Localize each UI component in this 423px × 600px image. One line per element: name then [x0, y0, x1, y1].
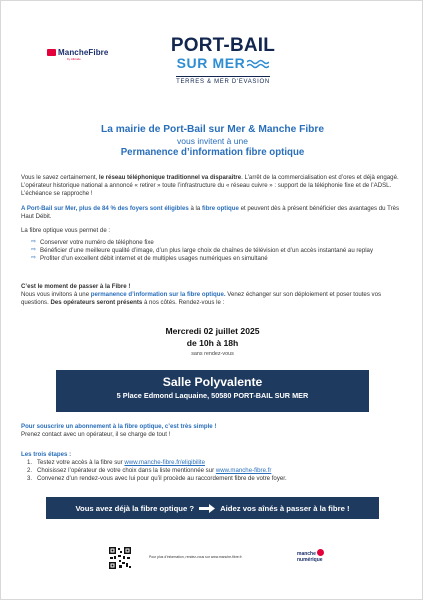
venue-address: 5 Place Edmond Laquaine, 50580 PORT-BAIL SUR MER — [116, 391, 309, 400]
manche-fibre-wordmark — [47, 48, 107, 57]
banner-right-text: Aidez vos aînés à passer à la fibre ! — [220, 503, 350, 513]
bottom-banner — [46, 497, 379, 519]
manche-numerique-line1 — [297, 549, 337, 557]
arrow-right-icon — [199, 504, 215, 513]
benefit-text: Conserver votre numéro de téléphone fixe — [40, 239, 154, 246]
event-note: sans rendez-vous — [191, 351, 234, 357]
step-text: Convenez d’un rendez-vous avec lui pour qu’il procède au raccordement fibre de votre foyer. — [37, 474, 287, 482]
invite-heading — [21, 283, 404, 291]
manche-fibre-link[interactable]: www.manche-fibre.fr — [215, 466, 272, 474]
eligibility-link[interactable]: www.manche-fibre.fr/eligibilite — [124, 459, 205, 466]
manche-numerique-logo — [297, 549, 337, 575]
event-block — [21, 325, 404, 358]
intro-paragraph-3: La fibre optique vous permet de : — [21, 227, 111, 234]
subscribe-line-1 — [21, 423, 404, 431]
port-bail-logo — [158, 36, 288, 88]
qr-code-icon — [108, 546, 132, 570]
list-item — [31, 239, 401, 247]
invite-paragraph — [21, 291, 404, 307]
list-item — [27, 467, 407, 475]
venue-name: Salle Polyvalente — [162, 375, 263, 389]
title-line3: Permanence d’information fibre optique — [120, 147, 305, 158]
invite-p2-e: à nos côtés. Rendez-vous le : — [142, 298, 225, 306]
steps-title-text: Les trois étapes : — [21, 451, 72, 458]
invite-p2-b: permanence d’information sur la fibre optique. — [90, 291, 226, 298]
title-line2: vous invitent à une — [177, 136, 248, 146]
list-item — [31, 247, 401, 255]
intro-p2-a: A Port-Bail sur Mer, plus de 84 % des foyers sont éligibles — [21, 205, 189, 212]
title-block — [21, 123, 404, 159]
subscribe-p1: Pour souscrire un abonnement à la fibre optique, c’est très simple ! — [21, 423, 217, 430]
manche-fibre-mark-icon — [47, 49, 56, 56]
port-bail-logo-line1: PORT-BAIL — [170, 35, 276, 56]
steps-title — [21, 451, 404, 459]
benefit-text: Profiter d’un excellent débit internet et de multiples usages numériques en simultané — [40, 254, 268, 262]
arrow-right-icon: ⇨ — [31, 254, 37, 261]
venue-box — [56, 370, 369, 412]
event-time: de 10h à 18h — [186, 338, 239, 348]
invite-heading-text: C’est le moment de passer à la Fibre ! — [21, 283, 131, 290]
arrow-right-icon: ⇨ — [31, 246, 37, 253]
port-bail-logo-line2-text: SUR MER — [176, 55, 246, 71]
step-number: 1. — [27, 459, 33, 466]
manche-fibre-word-b: Fibre — [88, 48, 109, 57]
manche-fibre-logo — [47, 48, 107, 68]
intro-p1-a: Vous le savez certainement, — [21, 174, 99, 181]
event-date: Mercredi 02 juillet 2025 — [165, 326, 260, 336]
subscribe-line-2: Prenez contact avec un opérateur, il se charge de tout ! — [21, 431, 171, 438]
manche-numerique-line2: numérique — [297, 557, 323, 563]
port-bail-logo-line2 — [158, 56, 288, 70]
manche-fibre-sub: by Altitude — [67, 57, 81, 61]
intro-p2-c: fibre optique — [201, 205, 239, 212]
mn-line1-text: manche — [297, 551, 316, 557]
invite-p2-c: Venez échanger sur son déploiement et poser toutes vos questions. — [21, 291, 382, 306]
intro-p2-b: à la — [188, 205, 202, 212]
step-number: 2. — [27, 466, 33, 474]
arrow-right-icon: ⇨ — [31, 239, 37, 245]
title-line1: La mairie de Port-Bail sur Mer & Manche Fibre — [100, 124, 325, 135]
manche-fibre-word-a: Manche — [58, 48, 89, 57]
list-item — [31, 255, 401, 263]
waves-icon — [247, 59, 269, 69]
intro-p1-b: le réseau téléphonique traditionnel va disparaître — [98, 174, 242, 181]
step-text: Choisissez l’opérateur de votre choix dans la liste mentionnée sur — [37, 466, 216, 474]
invite-p2-d: Des opérateurs seront présents — [50, 298, 143, 306]
step-number: 3. — [27, 474, 33, 482]
intro-paragraph-2 — [21, 205, 404, 221]
intro-paragraph-1 — [21, 174, 404, 197]
banner-left-text: Vous avez déjà la fibre optique ? — [75, 503, 195, 513]
intro-p1-c: . L’arrêt de la commercialisation est d’ores et déjà engagé. L’opérateur historique national a annoncé « retirer » toute l’infrastructure du « réseau cuivre » : support de la téléphonie fixe et de l’ADSL. L’échéance se rapproche ! — [21, 174, 399, 197]
list-item — [27, 459, 407, 467]
benefit-text: Bénéficier d’une meilleure qualité d’image, d’un plus large choix de chaînes de télévision et d’un accès instantané au replay — [40, 246, 373, 254]
port-bail-logo-tagline: TERRES & MER D'EVASION — [176, 76, 270, 86]
benefits-list — [31, 239, 401, 262]
brand-dot-icon — [317, 549, 324, 556]
invite-p2-a: Nous vous invitons à une — [21, 291, 91, 298]
intro-p2-d: et peuvent dès à présent bénéficier des avantages du Très Haut Débit. — [21, 205, 400, 220]
list-item — [27, 475, 407, 483]
steps-list — [27, 459, 407, 483]
footer-text: Pour plus d’information, rendez-vous sur www.manche-fibre.fr — [149, 555, 242, 559]
step-text: Testez votre accès à la fibre sur — [37, 459, 125, 466]
